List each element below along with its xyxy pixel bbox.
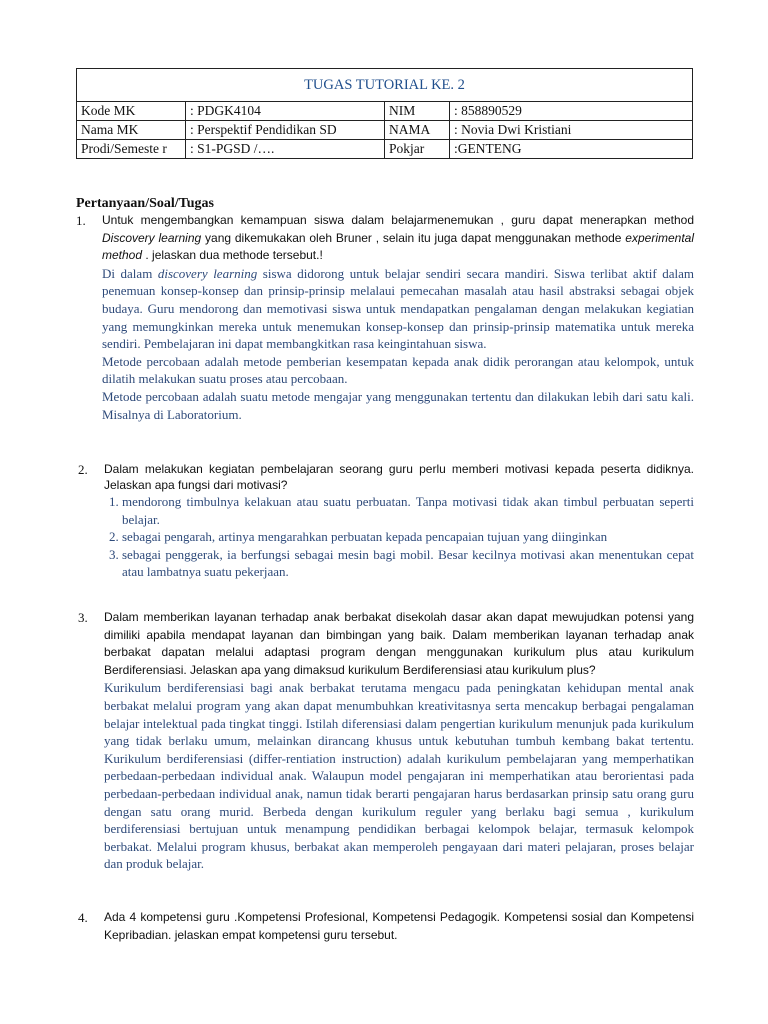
label-cell: Kode MK <box>77 102 186 121</box>
answer-paragraph: Metode percobaan adalah suatu metode mengajar yang menggunakan tertentu dan dilakukan lebih dari satu kali. Misalnya di Laboratorium. <box>102 388 694 422</box>
question-text: Dalam melakukan kegiatan pembelajaran seorang guru perlu memberi motivasi kepada peserta didiknya. Jelaskan apa fungsi dari motivasi? <box>104 462 694 492</box>
question-4 <box>78 909 694 944</box>
question-text: Ada 4 kompetensi guru .Kompetensi Profesional, Kompetensi Pedagogik. Kompetensi sosial dan Kompetensi Kepribadian. jelaskan empat kompetensi guru tersebut. <box>104 910 694 942</box>
label-cell: Nama MK <box>77 121 186 140</box>
answer-paragraph <box>102 265 694 353</box>
answer-part: Di dalam <box>102 265 158 281</box>
value-cell: : PDGK4104 <box>186 102 385 121</box>
value-cell: : Perspektif Pendidikan SD <box>186 121 385 140</box>
question-text <box>102 212 694 265</box>
assignment-title: TUGAS TUTORIAL KE. 2 <box>77 69 693 102</box>
answer-list <box>104 493 694 581</box>
table-row <box>77 140 693 159</box>
question-part: Untuk mengembangkan kemampuan siswa dalam belajarmenemukan , guru dapat menerapkan method <box>102 213 694 227</box>
question-part: yang dikemukakan oleh Bruner , selain itu juga dapat menggunakan methode <box>201 230 626 245</box>
label-cell: Pokjar <box>385 140 450 159</box>
question-term: experimental method <box>102 230 694 263</box>
list-item: 1. mendorong timbulnya kelakuan atau suatu perbuatan. Tanpa motivasi tidak akan timbul perbuatan seperti belajar. <box>122 493 694 528</box>
question-2 <box>78 461 694 581</box>
value-cell: :GENTENG <box>450 140 693 159</box>
table-row <box>77 121 693 140</box>
question-term: Discovery learning <box>102 230 202 245</box>
label-cell: Prodi/Semeste r <box>77 140 186 159</box>
question-number: 1. <box>76 213 86 228</box>
value-cell: : 858890529 <box>450 102 693 121</box>
answer-paragraph: Metode percobaan adalah metode pemberian kesempatan kepada anak didik perorangan atau kelompok, untuk dilatih melakukan suatu proses atau percobaan. <box>102 353 694 387</box>
answer-paragraph: Kurikulum berdiferensiasi bagi anak berbakat terutama mengacu pada peningkatan kehidupan mental anak berbakat melalui program yang akan dapat menumbuhkan kreativitasnya serta mencakup berbagai pengalaman belajar intelektual pada tingkat tinggi. Istilah diferensiasi dalam pengertian kurikulum menunjuk pada kurikulum yang tidak berlaku umum, melainkan dirancang khusus untuk kebutuhan tumbuh kembang bakat tertentu. Kurikulum berdiferensiasi (differ-rentiation instruction) adalah kurikulum pembelajaran yang memperhatikan perbedaan-perbedaan individual anak. Walaupun model pengajaran ini memperhatikan atau berorientasi pada perbedaan-perbedaan individual anak, namun tidak berarti pengajaran harus berdasarkan prinsip satu orang guru dengan satu orang murid. Berbeda dengan kurikulum reguler yang berlaku bagi semua , kurikulum berdiferensiasi bertujuan untuk menampung pendidikan berbagai kelompok belajar, termasuk kelompok berbakat. Melalui program khusus, berbakat akan memperoleh pengayaan dari materi pelajaran, proses belajar dan produk belajar. <box>104 680 694 872</box>
label-cell: NAMA <box>385 121 450 140</box>
value-cell: : S1-PGSD /…. <box>186 140 385 159</box>
table-row <box>77 102 693 121</box>
value-cell: : Novia Dwi Kristiani <box>450 121 693 140</box>
question-number: 4. <box>78 910 88 925</box>
answer-term: discovery learning <box>157 265 258 281</box>
question-3 <box>78 609 694 873</box>
question-text: Dalam memberikan layanan terhadap anak berbakat disekolah dasar akan dapat mewujudkan potensi yang dimiliki apabila mendapat layanan dan bimbingan yang baik. Dalam memberikan layanan terhadap anak berbakat dapatan melalui adaptasi program dengan menggunakan kurikulum plus atau kurikulum Berdiferensiasi. Jelaskan apa yang dimaksud kurikulum Berdiferensiasi atau kurikulum plus? <box>104 610 694 677</box>
question-1 <box>76 212 694 423</box>
list-item: 2. sebagai pengarah, artinya mengarahkan perbuatan kepada pencapaian tujuan yang diinginkan <box>122 528 694 546</box>
section-heading: Pertanyaan/Soal/Tugas <box>76 196 214 211</box>
question-number: 2. <box>78 462 88 477</box>
answer-part: siswa didorong untuk belajar sendiri secara mandiri. Siswa terlibat aktif dalam penemuan konsep-konsep dan prinsip-prinsip melalaui pemecahan masalah atau hasil abstraksi sebagai objek budaya. Guru mendorong dan memotivasi siswa untuk mendapatkan pengalaman dengan melakukan kegiatian yang memungkinkan mereka untuk menemukan konsep-konsep dan prinsip-prinsip matematika untuk mereka sendiri. Pembelajaran ini dapat membangkitkan rasa keingintahuan siswa. <box>102 265 694 352</box>
question-part: . jelaskan dua methode tersebut.! <box>142 248 323 263</box>
list-item: 3. sebagai penggerak, ia berfungsi sebagai mesin bagi mobil. Besar kecilnya motivasi akan menentukan cepat atau lambatnya suatu pekerjaan. <box>122 546 694 581</box>
question-number: 3. <box>78 610 88 625</box>
header-table <box>76 68 693 159</box>
label-cell: NIM <box>385 102 450 121</box>
